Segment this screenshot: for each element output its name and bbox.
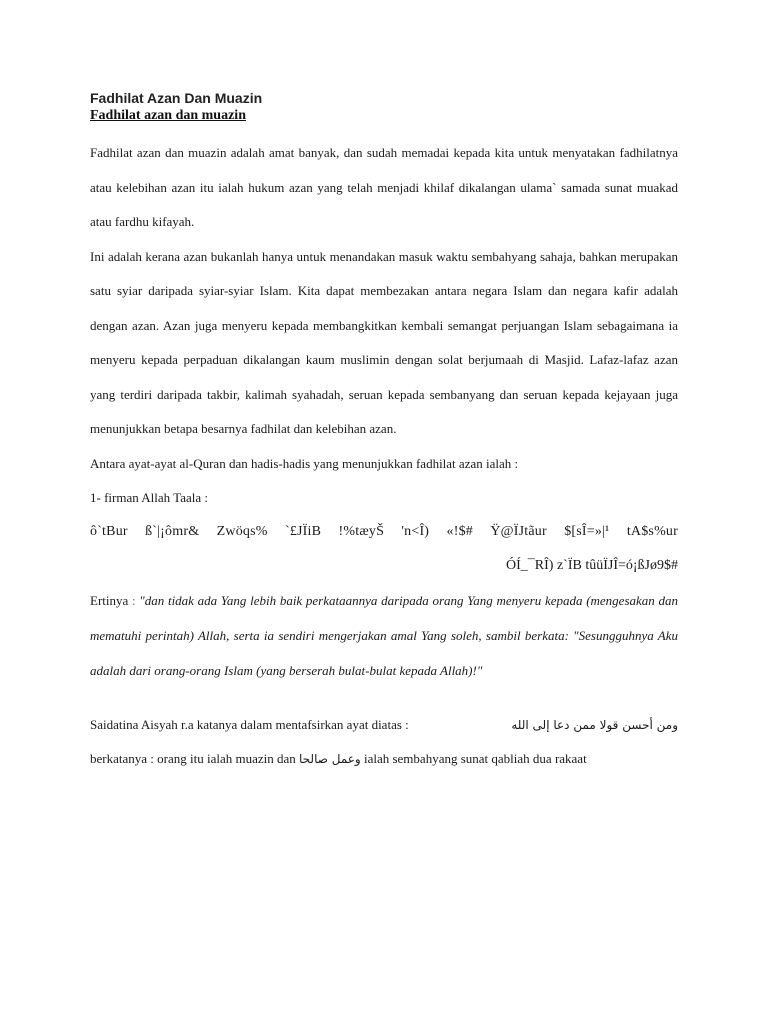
aisyah-arabic-quote: ومن أحسن قولا ممن دعا إلى الله — [511, 717, 678, 732]
quran-verse-encoded-line-2: ÓÍ_¯RÎ) z`ÏB tûüÏJÎ=ó¡ßJø9$# — [506, 557, 678, 573]
paragraph-intro: Fadhilat azan dan muazin adalah amat banyak, dan sudah memadai kepada kita untuk menyatakan fadhilatnya atau kelebihan azan itu ialah hukum azan yang telah menjadi khilaf dikalangan ulama` samada sunat muakad atau fardhu kifayah. — [90, 145, 678, 229]
quran-verse-encoded-line-1: ô`tBur ß`|¡ômr& Zwöqs% `£JÏiB !%tæyŠ 'n<Î) «!$# Ÿ@ÏJtãur $[sÎ=»|¹ tA$s%ur — [90, 523, 678, 539]
document-page — [90, 88, 678, 776]
berkatanya-line — [90, 742, 678, 776]
paragraph-firman: 1- firman Allah Taala : — [90, 489, 208, 505]
translation-colon: : — [128, 592, 140, 608]
document-title: Fadhilat Azan Dan Muazin — [90, 90, 263, 106]
berkatanya-arabic: وعمل صالحا — [299, 751, 361, 766]
translation-paragraph — [90, 583, 678, 688]
aisyah-text: Saidatina Aisyah r.a katanya dalam mentafsirkan ayat diatas : — [90, 716, 409, 732]
translation-label: Ertinya — [90, 592, 129, 608]
translation-text: "dan tidak ada Yang lebih baik perkataannya daripada orang Yang menyeru kepada (mengesakan dan mematuhi perintah) Allah, serta ia sendiri mengerjakan amal Yang soleh, sambil berkata: "Sesungguhnya Aku adalah dari orang-orang Islam (yang berserah bulat-bulat kepada Allah)!" — [90, 592, 678, 678]
document-subtitle: Fadhilat azan dan muazin — [90, 108, 246, 123]
paragraph-antara: Antara ayat-ayat al-Quran dan hadis-hadis yang menunjukkan fadhilat azan ialah : — [90, 455, 519, 471]
paragraph-syiar: Ini adalah kerana azan bukanlah hanya untuk menandakan masuk waktu sembahyang sahaja, bahkan merupakan satu syiar daripada syiar-syiar Islam. Kita dapat membezakan antara negara Islam dan negara kafir adalah dengan azan. Azan juga menyeru kepada membangkitkan kembali semangat perjuangan Islam sebagaimana ia menyeru kepada perpaduan dikalangan kaum muslimin dengan solat berjumaah di Masjid. Lafaz-lafaz azan yang terdiri daripada takbir, kalimah syahadah, seruan kepada sembanyang dan seruan kepada kejayaan juga menunjukkan betapa besarnya fadhilat dan kelebihan azan. — [90, 248, 678, 436]
paragraph-gap — [90, 688, 678, 708]
berkatanya-before: berkatanya : orang itu ialah muazin dan — [90, 750, 300, 766]
berkatanya-after: ialah sembahyang sunat qabliah dua rakaat — [360, 750, 587, 766]
aisyah-line — [90, 708, 678, 742]
